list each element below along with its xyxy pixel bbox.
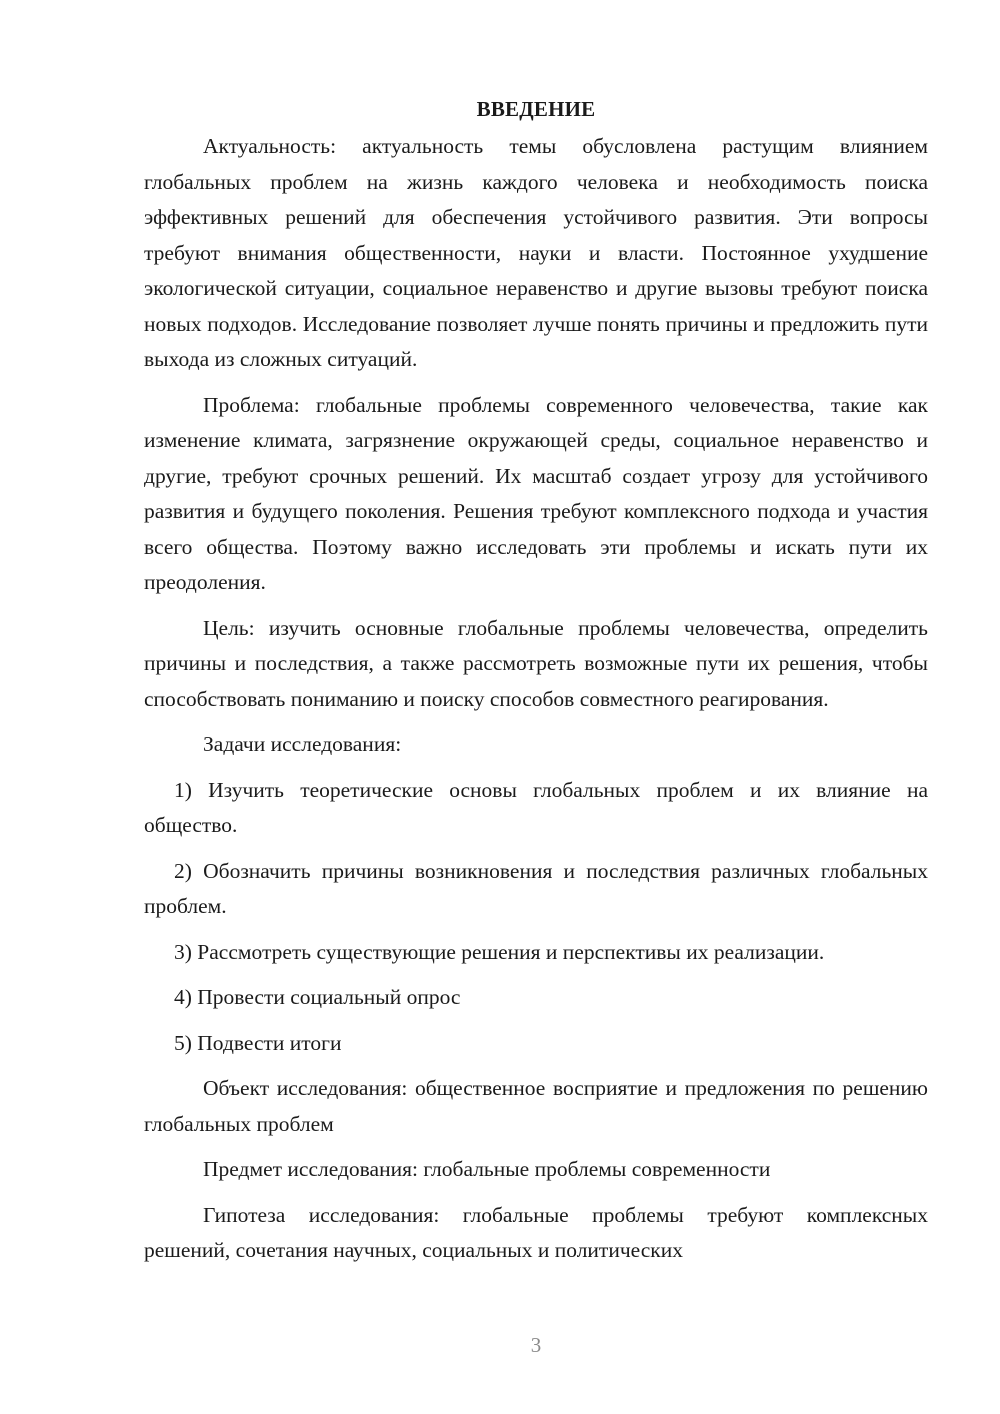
hypothesis-paragraph: Гипотеза исследования: глобальные проблемы требуют комплексных решений, сочетания научных, социальных и политических xyxy=(144,1202,928,1262)
problem-paragraph: Проблема: глобальные проблемы современного человечества, такие как изменение климата, загрязнение окружающей среды, социальное неравенство и другие, требуют срочных решений. Их масштаб создает угрозу для устойчивого развития и будущего поколения. Решения требуют комплексного подхода и участия всего общества. Поэтому важно исследовать эти проблемы и искать пути их преодоления. xyxy=(144,392,928,594)
task-item-4: 4) Провести социальный опрос xyxy=(174,985,461,1009)
page-number: 3 xyxy=(530,1333,542,1357)
task-item-3: 3) Рассмотреть существующие решения и перспективы их реализации. xyxy=(174,939,825,964)
task-item-1: 1) Изучить теоретические основы глобальных проблем и их влияние на общество. xyxy=(144,777,928,837)
tasks-heading: Задачи исследования: xyxy=(203,732,402,756)
goal-paragraph: Цель: изучить основные глобальные проблемы человечества, определить причины и последствия, а также рассмотреть возможные пути их решения, чтобы способствовать пониманию и поиску способов совместного реагирования. xyxy=(144,615,928,711)
document-page xyxy=(144,92,928,1279)
relevance-paragraph: Актуальность: актуальность темы обусловлена растущим влиянием глобальных проблем на жизнь каждого человека и необходимость поиска эффективных решений для обеспечения устойчивого развития. Эти вопросы требуют внимания общественности, науки и власти. Постоянное ухудшение экологической ситуации, социальное неравенство и другие вызовы требуют поиска новых подходов. Исследование позволяет лучше понять причины и предложить пути выхода из сложных ситуаций. xyxy=(144,134,928,371)
research-subject-paragraph: Предмет исследования: глобальные проблемы современности xyxy=(203,1157,771,1181)
page-title: ВВЕДЕНИЕ xyxy=(476,97,596,121)
task-item-5: 5) Подвести итоги xyxy=(174,1030,342,1055)
research-object-paragraph: Объект исследования: общественное восприятие и предложения по решению глобальных проблем xyxy=(144,1076,928,1136)
task-item-2: 2) Обозначить причины возникновения и последствия различных глобальных проблем. xyxy=(144,858,928,918)
